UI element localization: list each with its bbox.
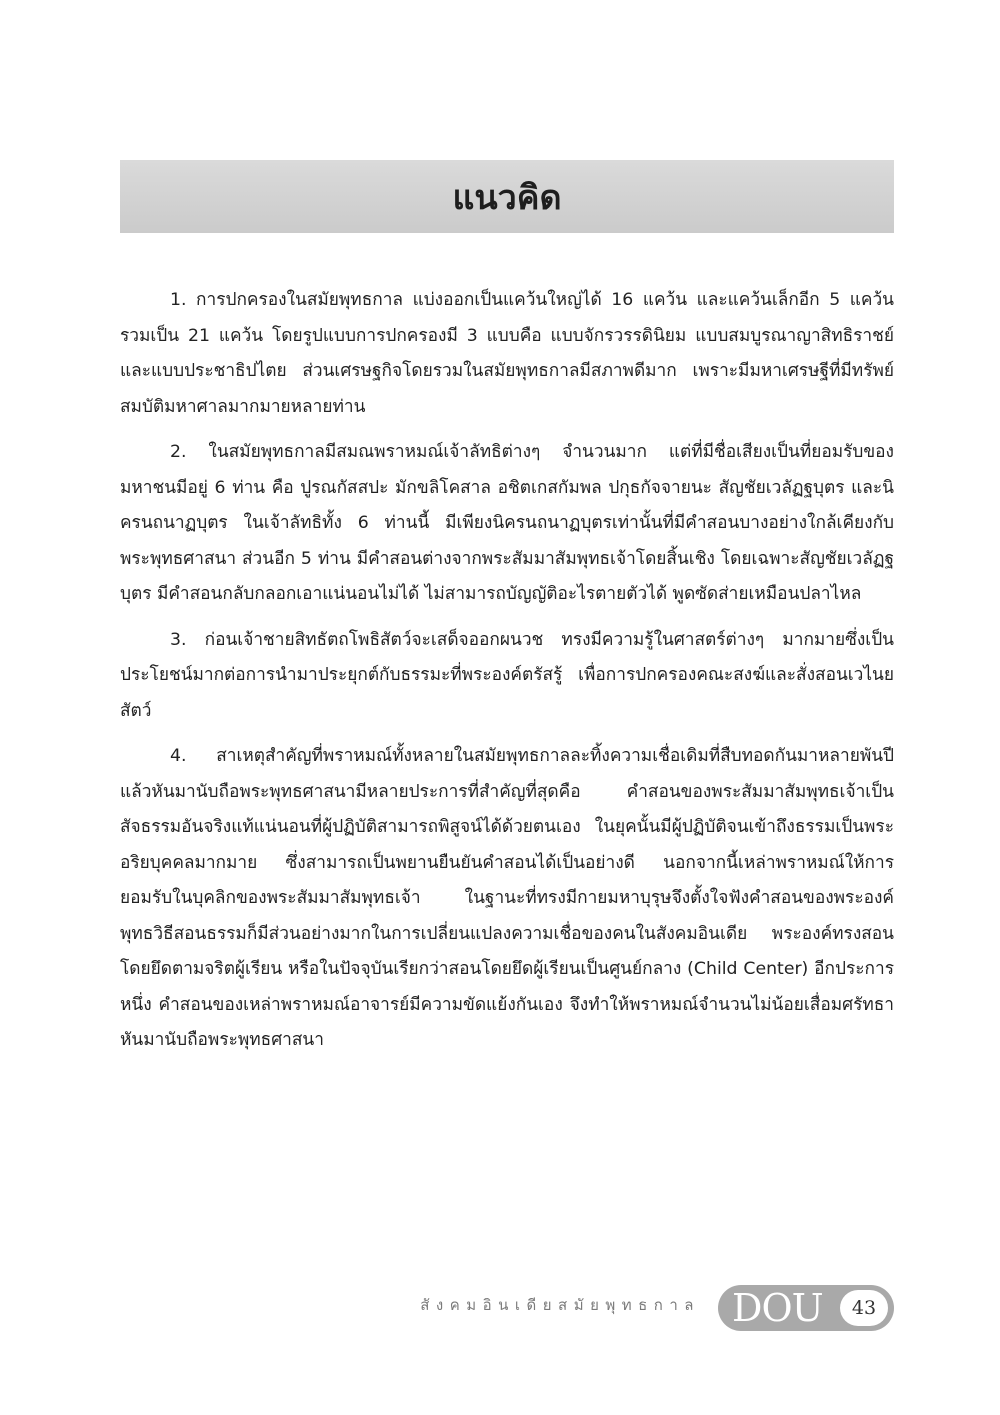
paragraph-4: 4. สาเหตุสำคัญที่พราหมณ์ทั้งหลายในสมัยพุทธกาลละทิ้งความเชื่อเดิมที่สืบทอดกันมาหลายพันปี แล้วหันมานับถือพระพุทธศาสนามีหลายประการที่สำคัญที่สุดคือ คำสอนของพระสัมมาสัมพุทธเจ้าเป็นสัจธรรมอันจริงแท้แน่นอนที่ผู้ปฏิบัติสามารถพิสูจน์ได้ด้วยตนเอง ในยุคนั้นมีผู้ปฏิบัติจนเข้าถึงธรรมเป็นพระอริยบุคคลมากมาย ซึ่งสามารถเป็นพยานยืนยันคำสอนได้เป็นอย่างดี นอกจากนี้เหล่าพราหมณ์ให้การยอมรับในบุคลิกของพระสัมมาสัมพุทธเจ้า ในฐานะที่ทรงมีกายมหาบุรุษจึงตั้งใจฟังคำสอนของพระองค์ พุทธวิธีสอนธรรมก็มีส่วนอย่างมากในการเปลี่ยนแปลงความเชื่อของคนในสังคมอินเดีย พระองค์ทรงสอนโดยยึดตามจริตผู้เรียน หรือในปัจจุบันเรียกว่าสอนโดยยึดผู้เรียนเป็นศูนย์กลาง (Child Center) อีกประการหนึ่ง คำสอนของเหล่าพราหมณ์อาจารย์มีความขัดแย้งกันเอง จึงทำให้พราหมณ์จำนวนไม่น้อยเสื่อมศรัทธาหันมานับถือพระพุทธศาสนา <box>120 746 894 1050</box>
title-banner <box>120 160 894 233</box>
dou-logo-text: DOU <box>732 1286 823 1330</box>
page-number: 43 <box>840 1290 888 1326</box>
footer-book-title: สังคมอินเดียสมัยพุทธกาล <box>420 1296 700 1314</box>
paragraph-2: 2. ในสมัยพุทธกาลมีสมณพราหมณ์เจ้าลัทธิต่างๆ จำนวนมาก แต่ที่มีชื่อเสียงเป็นที่ยอมรับของมหาชนมีอยู่ 6 ท่าน คือ ปูรณกัสสปะ มักขลิโคสาล อชิตเกสกัมพล ปกุธกัจจายนะ สัญชัยเวลัฏฐบุตร และนิครนถนาฏบุตร ในเจ้าลัทธิทั้ง 6 ท่านนี้ มีเพียงนิครนถนาฏบุตรเท่านั้นที่มีคำสอนบางอย่างใกล้เคียงกับพระพุทธศาสนา ส่วนอีก 5 ท่าน มีคำสอนต่างจากพระสัมมาสัมพุทธเจ้าโดยสิ้นเชิง โดยเฉพาะสัญชัยเวลัฏฐบุตร มีคำสอนกลับกลอกเอาแน่นอนไม่ได้ ไม่สามารถบัญญัติอะไรตายตัวได้ พูดซัดส่ายเหมือนปลาไหล <box>120 442 894 604</box>
paragraph-3: 3. ก่อนเจ้าชายสิทธัตถโพธิสัตว์จะเสด็จออกผนวช ทรงมีความรู้ในศาสตร์ต่างๆ มากมายซึ่งเป็นประโยชน์มากต่อการนำมาประยุกต์กับธรรมะที่พระองค์ตรัสรู้ เพื่อการปกครองคณะสงฆ์และสั่งสอนเวไนยสัตว์ <box>120 629 894 721</box>
paragraph-1: 1. การปกครองในสมัยพุทธกาล แบ่งออกเป็นแคว้นใหญ่ได้ 16 แคว้น และแคว้นเล็กอีก 5 แคว้น รวมเป็น 21 แคว้น โดยรูปแบบการปกครองมี 3 แบบคือ แบบจักรวรรดินิยม แบบสมบูรณาญาสิทธิราชย์ และแบบประชาธิปไตย ส่วนเศรษฐกิจโดยรวมในสมัยพุทธกาลมีสภาพดีมาก เพราะมีมหาเศรษฐีที่มีทรัพย์สมบัติมหาศาลมากมายหลายท่าน <box>120 290 894 417</box>
page-title: แนวคิด <box>452 177 562 218</box>
dou-logo-badge <box>718 1285 894 1331</box>
body-text <box>120 283 894 1069</box>
